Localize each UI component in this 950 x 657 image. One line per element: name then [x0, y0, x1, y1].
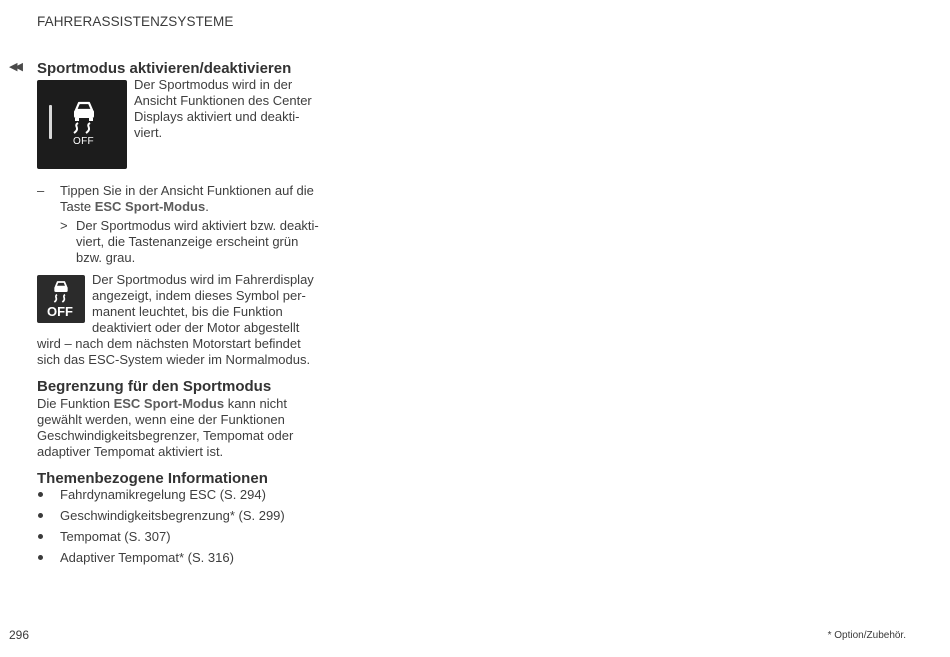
esc-sport-mode-button-name: ESC Sport-Modus [94, 199, 206, 214]
page-number: 296 [9, 628, 30, 642]
related-link-cruise-control[interactable]: Tempomat (S. 307) [60, 529, 171, 544]
intro-paragraph: Der Sportmodus wird in der Ansicht Funktionen des Center Displays aktiviert und deakti- viert. [134, 77, 312, 140]
bullet-icon [38, 534, 43, 539]
step-result: Der Sportmodus wird aktiviert bzw. deakti- viert, die Tastenanzeige erscheint grün bzw. grau. [76, 218, 319, 265]
step-marker: – [37, 183, 45, 198]
related-link-adaptive-cruise[interactable]: Adaptiver Tempomat* (S. 316) [60, 550, 234, 565]
bullet-icon [38, 492, 43, 497]
skidding-car-small-icon [50, 280, 72, 304]
related-link-esc[interactable]: Fahrdynamikregelung ESC (S. 294) [60, 487, 266, 502]
off-label: OFF [73, 136, 94, 147]
skidding-car-icon [69, 100, 99, 136]
result-marker: > [60, 218, 68, 233]
section-header: FAHRERASSISTENZSYSTEME [37, 14, 234, 29]
esc-off-indicator-symbol [37, 275, 85, 323]
related-link-speed-limiter[interactable]: Geschwindigkeitsbegrenzung* (S. 299) [60, 508, 285, 523]
option-footnote: * Option/Zubehör. [827, 630, 906, 641]
indicator-paragraph-wrapped: Der Sportmodus wird im Fahrerdisplay angezeigt, indem dieses Symbol per- manent leuchtet, bis die Funktion deaktiviert oder der Motor abgestellt [92, 272, 314, 335]
back-navigation-icon[interactable]: ◀◀ [9, 61, 20, 73]
bullet-icon [38, 513, 43, 518]
bullet-icon [38, 555, 43, 560]
section-title-related-info: Themenbezogene Informationen [37, 470, 268, 487]
section-title-sport-mode: Sportmodus aktivieren/deaktivieren [37, 60, 292, 77]
limitation-paragraph: Die Funktion ESC Sport-Modus kann nicht gewählt werden, wenn eine der Funktionen Geschwindigkeitsbegrenzer, Tempomat oder adaptiver Tempomat aktiviert ist. [37, 396, 294, 459]
indicator-paragraph-full: wird – nach dem nächsten Motorstart befindet sich das ESC-System wieder im Normalmodus. [37, 336, 311, 367]
step-instruction: Tippen Sie in der Ansicht Funktionen auf die Taste ESC Sport-Modus. [60, 183, 314, 214]
esc-off-button-image [37, 80, 127, 169]
esc-sport-mode-function-name: ESC Sport-Modus [113, 396, 225, 411]
off-label-small: OFF [47, 304, 73, 319]
indicator-bar [49, 105, 52, 139]
section-title-limitation: Begrenzung für den Sportmodus [37, 378, 272, 395]
